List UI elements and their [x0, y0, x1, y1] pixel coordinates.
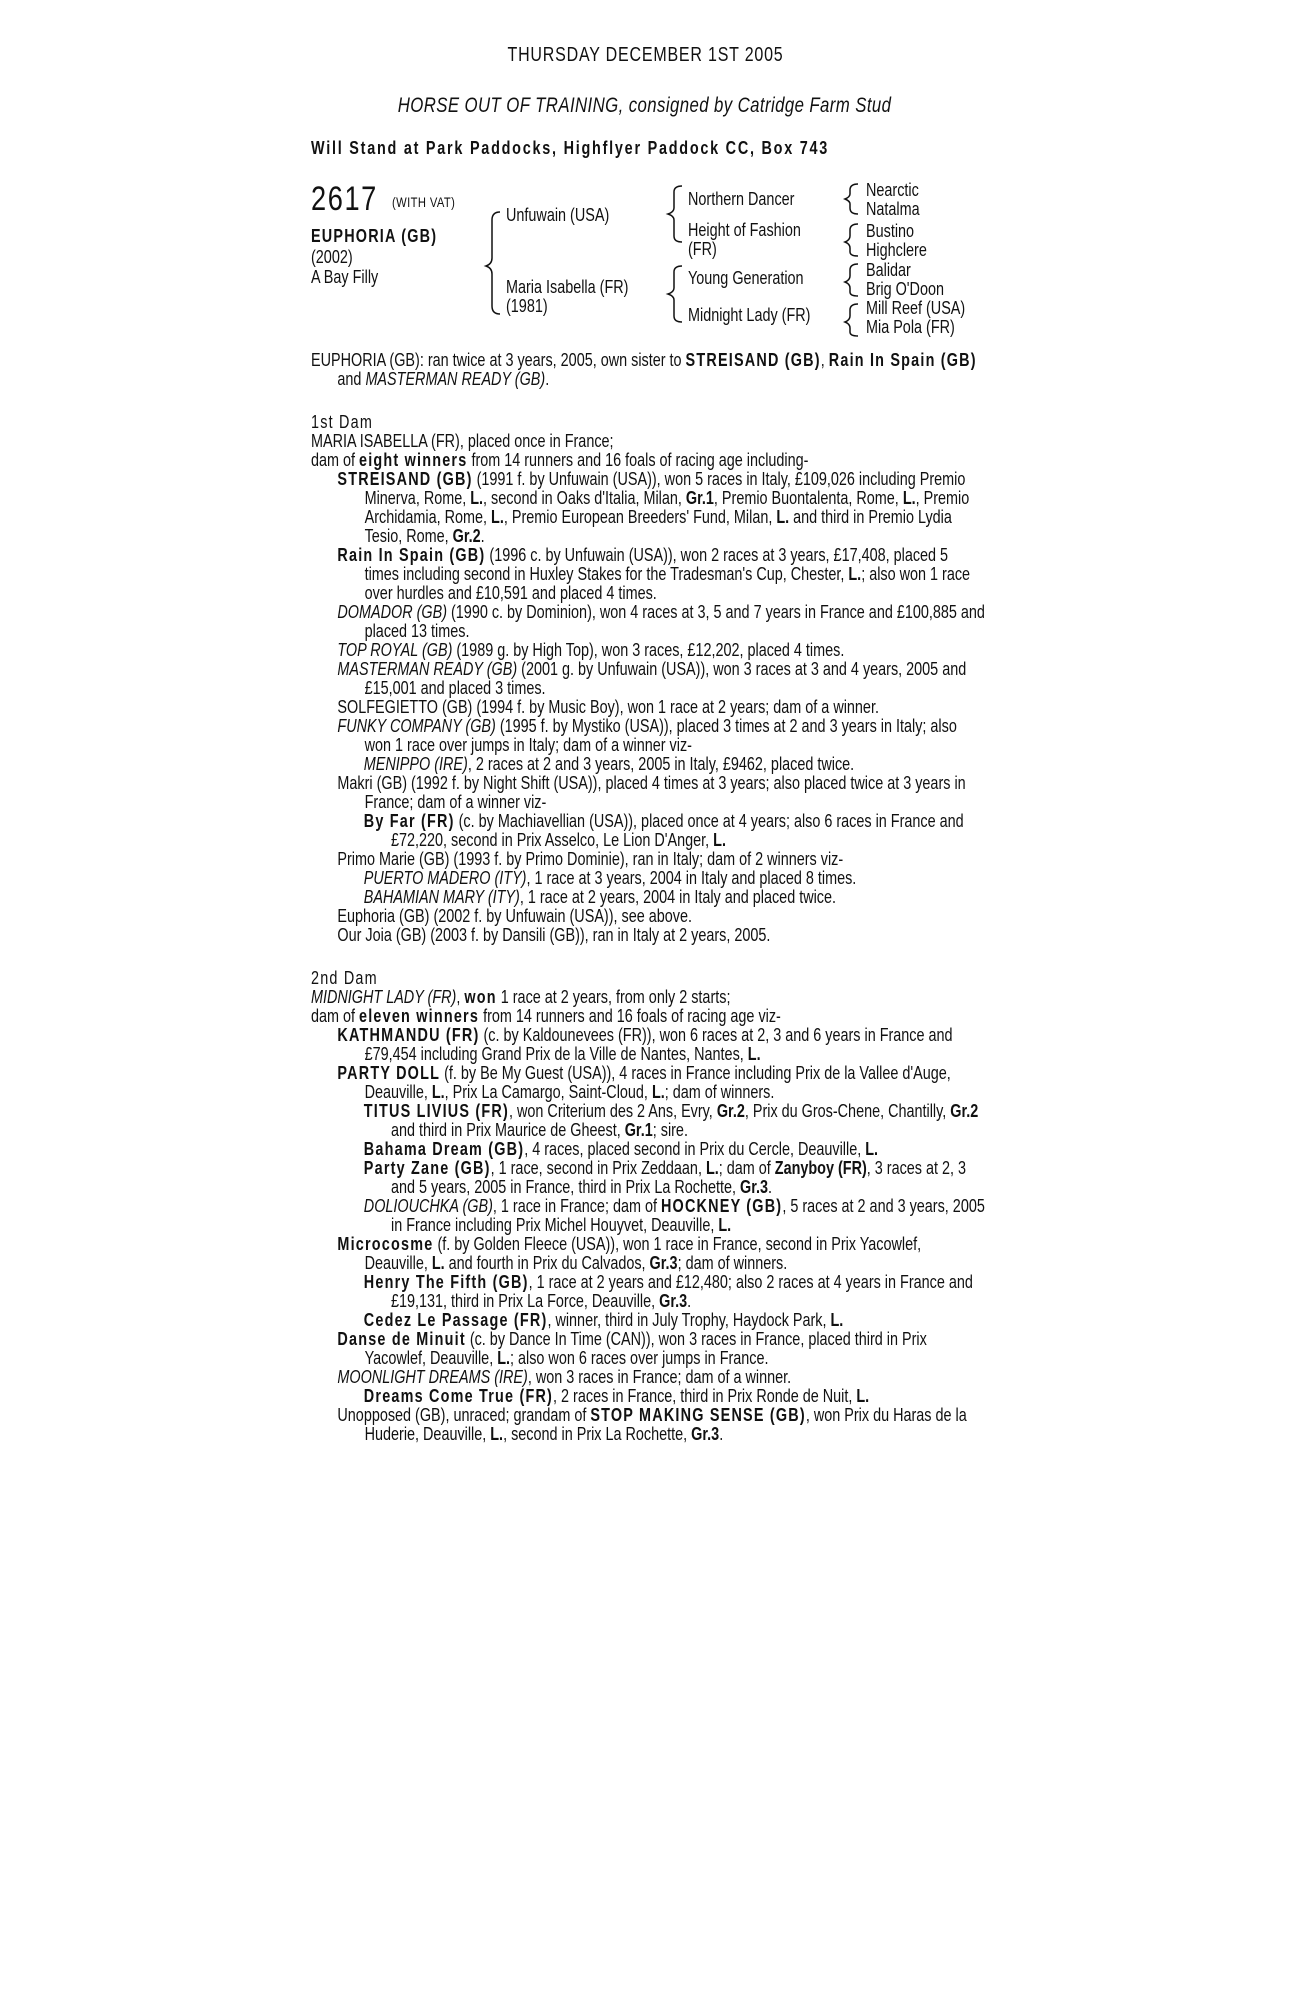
pedigree-g4: Highclere [866, 240, 927, 260]
produce-subentry: Bahama Dream (GB), 4 races, placed second in Prix du Cercle, Deauville, L. [363, 1139, 879, 1159]
second-dam-heading: 2nd Dam [311, 968, 378, 988]
produce-entry: PARTY DOLL (f. by Be My Guest (USA)), 4 races in France including Prix de la Vallee d'Auge, Deauville, L., Prix La Camargo, Saint-Cloud, L.; dam of winners. [337, 1063, 951, 1102]
produce-entry: TOP ROYAL (GB) (1989 g. by High Top), won 3 races, £12,202, placed 4 times. [337, 640, 845, 660]
produce-entry: FUNKY COMPANY (GB) (1995 f. by Mystiko (USA)), placed 3 times at 2 and 3 years in Italy; also won 1 race over jumps in Italy; dam of a winner viz- [337, 716, 957, 755]
horse-name: EUPHORIA (GB) [311, 226, 438, 246]
first-dam-produce-line: dam of eight winners from 14 runners and 16 foals of racing age including- [311, 450, 809, 470]
produce-entry: Makri (GB) (1992 f. by Night Shift (USA)), placed 4 times at 3 years; also placed twice at 3 years in France; dam of a winner viz- [337, 773, 966, 812]
bracket-g34 [845, 224, 858, 256]
horse-year: (2002) [311, 247, 353, 267]
produce-entry: Euphoria (GB) (2002 f. by Unfuwain (USA)), see above. [337, 906, 692, 926]
produce-subentry: PUERTO MADERO (ITY), 1 race at 3 years, 2004 in Italy and placed 8 times. [363, 868, 857, 888]
catalogue-body [311, 351, 986, 1444]
pedigree-g6: Brig O'Doon [866, 279, 944, 299]
pedigree-sire-dam-country: (FR) [688, 239, 717, 259]
bracket-parents [486, 212, 500, 314]
pedigree-dam-year: (1981) [506, 296, 548, 316]
produce-subentry: Party Zane (GB), 1 race, second in Prix Zeddaan, L.; dam of Zanyboy (FR), 3 races at 2, 3 and 5 years, 2005 in France, third in Prix La Rochette, Gr.3. [363, 1158, 967, 1197]
produce-subentry: TITUS LIVIUS (FR), won Criterium des 2 Ans, Evry, Gr.2, Prix du Gros-Chene, Chantilly, Gr.2 and third in Prix Maurice de Gheest, Gr.1; sire. [363, 1101, 979, 1140]
pedigree-dam-dam: Midnight Lady (FR) [688, 305, 811, 325]
produce-subentry: DOLIOUCHKA (GB), 1 race in France; dam of HOCKNEY (GB), 5 races at 2 and 3 years, 2005 in France including Prix Michel Houyvet, Deauville, L. [363, 1196, 985, 1235]
produce-entry: Danse de Minuit (c. by Dance In Time (CAN)), won 3 races in France, placed third in Prix Yacowlef, Deauville, L.; also won 6 races over jumps in France. [337, 1329, 927, 1368]
produce-entry: STREISAND (GB) (1991 f. by Unfuwain (USA)), won 5 races in Italy, £109,026 including Premio Minerva, Rome, L., second in Oaks d'Italia, Milan, Gr.1, Premio Buontalenta, Rome, L., Premio Archidamia, Rome, L., Premio European Breeders' Fund, Milan, L. and third in Premio Lydia Tesio, Rome, Gr.2. [337, 469, 970, 546]
bracket-sire-parents [668, 186, 682, 242]
summary-paragraph: EUPHORIA (GB): ran twice at 3 years, 2005, own sister to STREISAND (GB), Rain In Spain (GB) and MASTERMAN READY (GB). [311, 350, 977, 389]
produce-entry: MOONLIGHT DREAMS (IRE), won 3 races in France; dam of a winner. [337, 1367, 792, 1387]
pedigree-sire-dam: Height of Fashion [688, 220, 801, 240]
pedigree-dam: Maria Isabella (FR) [506, 277, 629, 297]
pedigree-g7: Mill Reef (USA) [866, 298, 966, 318]
vat-note: (WITH VAT) [392, 194, 456, 210]
bracket-g56 [845, 264, 858, 296]
first-dam-heading: 1st Dam [311, 412, 374, 432]
pedigree-g1: Nearctic [866, 180, 919, 200]
horse-description: A Bay Filly [311, 267, 379, 287]
produce-subentry: MENIPPO (IRE), 2 races at 2 and 3 years, 2005 in Italy, £9462, placed twice. [363, 754, 855, 774]
pedigree-g5: Balidar [866, 260, 911, 280]
produce-entry: DOMADOR (GB) (1990 c. by Dominion), won 4 races at 3, 5 and 7 years in France and £100,885 and placed 13 times. [337, 602, 985, 641]
consignment-line: HORSE OUT OF TRAINING, consigned by Catridge Farm Stud [398, 94, 892, 117]
stand-location: Will Stand at Park Paddocks, Highflyer Paddock CC, Box 743 [311, 138, 830, 158]
second-dam-produce-line: dam of eleven winners from 14 runners and 16 foals of racing age viz- [311, 1006, 781, 1026]
produce-subentry: BAHAMIAN MARY (ITY), 1 race at 2 years, 2004 in Italy and placed twice. [363, 887, 837, 907]
bracket-dam-parents [668, 266, 682, 322]
produce-entry: Our Joia (GB) (2003 f. by Dansili (GB)), ran in Italy at 2 years, 2005. [337, 925, 771, 945]
pedigree-sire-sire: Northern Dancer [688, 189, 795, 209]
lot-number: 2617 [311, 180, 378, 218]
produce-entry: Primo Marie (GB) (1993 f. by Primo Dominie), ran in Italy; dam of 2 winners viz- [337, 849, 844, 869]
pedigree-dam-sire: Young Generation [688, 268, 804, 288]
bracket-g78 [845, 304, 858, 336]
produce-entry: SOLFEGIETTO (GB) (1994 f. by Music Boy), won 1 race at 2 years; dam of a winner. [337, 697, 879, 717]
pedigree-g8: Mia Pola (FR) [866, 317, 955, 337]
produce-subentry: Henry The Fifth (GB), 1 race at 2 years and £12,480; also 2 races at 4 years in France and £19,131, third in Prix La Force, Deauville, Gr.3. [363, 1272, 973, 1311]
second-dam-line: MIDNIGHT LADY (FR), won 1 race at 2 years, from only 2 starts; [311, 987, 731, 1007]
produce-entry: Unopposed (GB), unraced; grandam of STOP MAKING SENSE (GB), won Prix du Haras de la Huderie, Deauville, L., second in Prix La Rochette, Gr.3. [337, 1405, 967, 1444]
produce-entry: KATHMANDU (FR) (c. by Kaldounevees (FR)), won 6 races at 2, 3 and 6 years in France and £79,454 including Grand Prix de la Ville de Nantes, Nantes, L. [337, 1025, 953, 1064]
pedigree-sire: Unfuwain (USA) [506, 205, 610, 225]
produce-entry: Rain In Spain (GB) (1996 c. by Unfuwain (USA)), won 2 races at 3 years, £17,408, placed 5 times including second in Huxley Stakes for the Tradesman's Cup, Chester, L.; also won 1 race over hurdles and £10,591 and placed 4 times. [337, 545, 971, 603]
bracket-g12 [845, 184, 858, 214]
produce-entry: Microcosme (f. by Golden Fleece (USA)), won 1 race in France, second in Prix Yacowlef, Deauville, L. and fourth in Prix du Calvados, Gr.3; dam of winners. [337, 1234, 922, 1273]
produce-entry: MASTERMAN READY (GB) (2001 g. by Unfuwain (USA)), won 3 races at 3 and 4 years, 2005 and £15,001 and placed 3 times. [337, 659, 967, 698]
produce-subentry: By Far (FR) (c. by Machiavellian (USA)), placed once at 4 years; also 6 races in France and £72,220, second in Prix Asselco, Le Lion D'Anger, L. [363, 811, 964, 850]
pedigree-g2: Natalma [866, 199, 920, 219]
sale-date: THURSDAY DECEMBER 1ST 2005 [507, 44, 783, 66]
produce-subentry: Cedez Le Passage (FR), winner, third in July Trophy, Haydock Park, L. [363, 1310, 844, 1330]
produce-subentry: Dreams Come True (FR), 2 races in France, third in Prix Ronde de Nuit, L. [363, 1386, 870, 1406]
first-dam-line: MARIA ISABELLA (FR), placed once in France; [311, 431, 614, 451]
pedigree-g3: Bustino [866, 221, 915, 241]
